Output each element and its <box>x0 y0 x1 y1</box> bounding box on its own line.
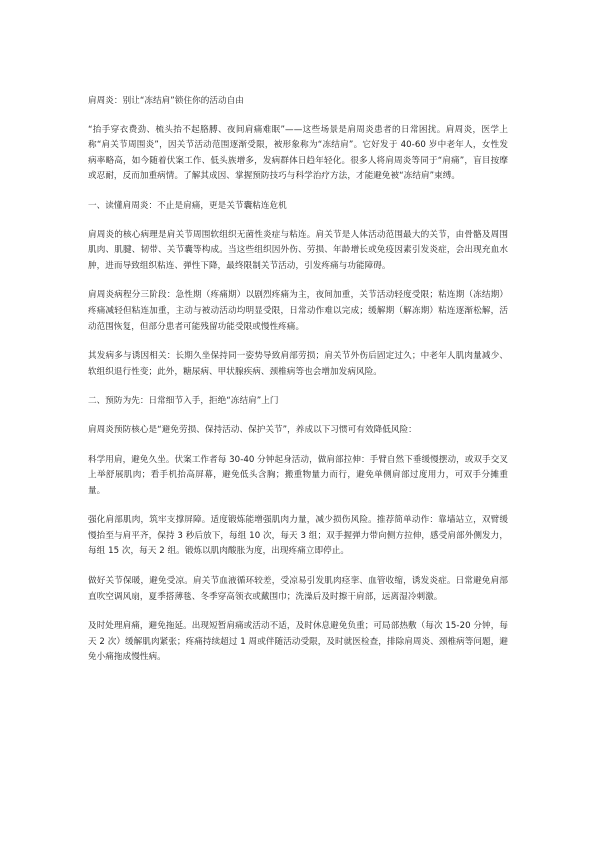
tip-paragraph-1: 科学用肩，避免久坐。伏案工作者每 30-40 分钟起身活动，做肩部拉伸：手臂自然下垂缓慢摆动，或双手交叉上举舒展肌肉；看手机抬高屏幕，避免低头含胸；搬重物量力而行，避免单侧肩部过度用力，可双手分摊重量。 <box>88 454 508 496</box>
section-2-heading: 二、预防为先：日常细节入手，拒绝“冻结肩”上门 <box>88 396 279 407</box>
tip-paragraph-3: 做好关节保暖，避免受凉。肩关节血液循环较差，受凉易引发肌肉痉挛、血管收缩，诱发炎症。日常避免肩部直吹空调风扇，夏季搭薄毯、冬季穿高领衣或戴围巾；洗澡后及时擦干肩部，远离湿冷刺激。 <box>88 576 508 602</box>
intro-paragraph: “抬手穿衣费劲、梳头抬不起胳膊、夜间肩痛难眠”——这些场景是肩周炎患者的日常困扰。肩周炎，医学上称“肩关节周围炎”，因关节活动范围逐渐受限，被形象称为“冻结肩”。它好发于 40-60 岁中老年人，女性发病率略高，如今随着伏案工作、低头族增多，发病群体日趋年轻化。很多人将肩周炎等同于“肩痛”，盲目按摩或忍耐，反而加重病情。了解其成因、掌握预防技巧与科学治疗方法，才能避免被“冻结肩”束缚。 <box>88 124 508 182</box>
section-1-paragraph-3: 其发病多与诱因相关：长期久坐保持同一姿势导致肩部劳损；肩关节外伤后固定过久；中老年人肌肉量减少、软组织退行性变；此外，糖尿病、甲状腺疾病、颈椎病等也会增加发病风险。 <box>88 351 508 377</box>
document-page <box>88 94 508 666</box>
document-title: 肩周炎：别让“冻结肩”锁住你的活动自由 <box>88 96 244 106</box>
tip-paragraph-4: 及时处理肩痛，避免拖延。出现短暂肩痛或活动不适，及时休息避免负重；可局部热敷（每次 15-20 分钟，每天 2 次）缓解肌肉紧张；疼痛持续超过 1 周或伴随活动受限，及时就医检查，排除肩周炎、颈椎病等问题，避免小痛拖成慢性病。 <box>88 621 508 663</box>
section-2-intro: 肩周炎预防核心是“避免劳损、保持活动、保护关节”，养成以下习惯可有效降低风险： <box>88 424 417 435</box>
section-1-paragraph-2: 肩周炎病程分三阶段：急性期（疼痛期）以剧烈疼痛为主，夜间加重，关节活动轻度受限；粘连期（冻结期）疼痛减轻但粘连加重，主动与被动活动均明显受限，日常动作难以完成；缓解期（解冻期）粘连逐渐松解，活动范围恢复，但部分患者可能残留功能受限或慢性疼痛。 <box>88 290 508 332</box>
section-1-heading: 一、读懂肩周炎：不止是肩痛，更是关节囊粘连危机 <box>88 200 287 211</box>
tip-paragraph-2: 强化肩部肌肉，筑牢支撑屏障。适度锻炼能增强肌肉力量，减少损伤风险。推荐简单动作：靠墙站立，双臂缓慢抬至与肩平齐，保持 3 秒后放下，每组 10 次，每天 3 组；双手握弹力带向侧方拉伸，感受肩部外侧发力，每组 15 次，每天 2 组。锻炼以肌肉酸胀为度，出现疼痛立即停止。 <box>88 515 508 557</box>
section-1-paragraph-1: 肩周炎的核心病理是肩关节周围软组织无菌性炎症与粘连。肩关节是人体活动范围最大的关节，由骨骼及周围肌肉、肌腱、韧带、关节囊等构成。当这些组织因外伤、劳损、年龄增长或免疫因素引发炎症，会出现充血水肿，进而导致组织粘连、弹性下降，最终限制关节活动，引发疼痛与功能障碍。 <box>88 229 508 271</box>
